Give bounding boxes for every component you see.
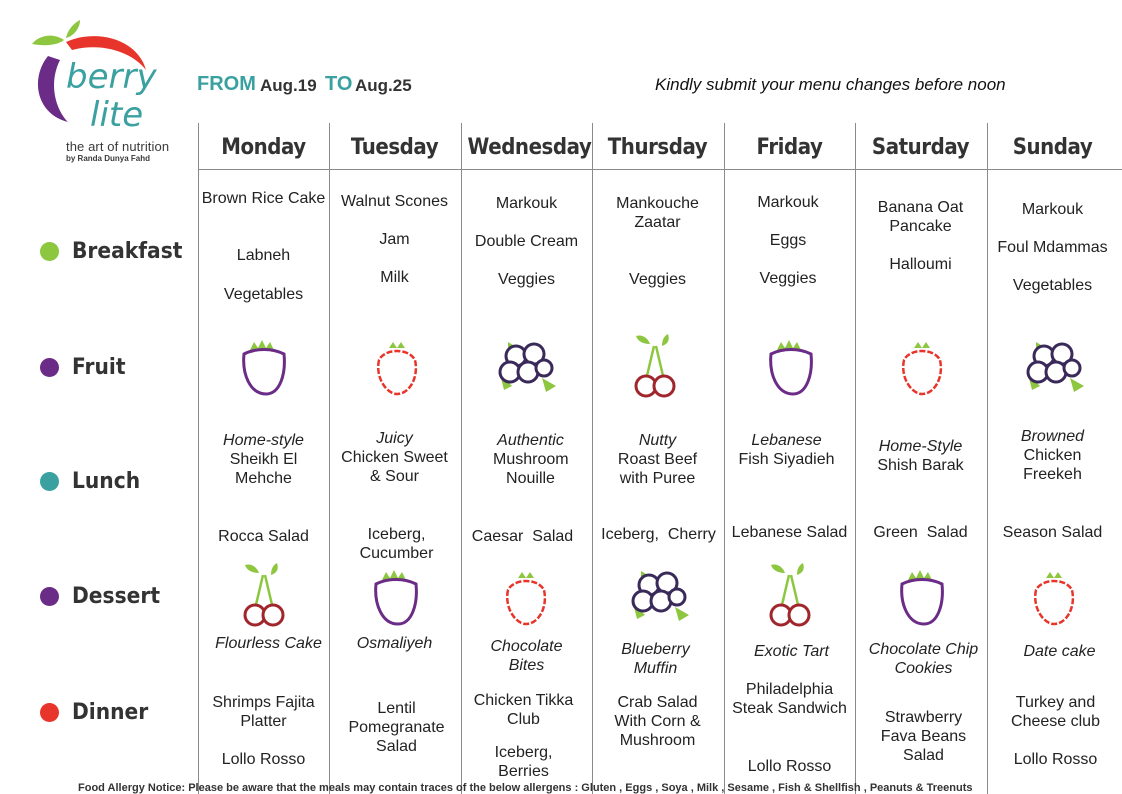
lunch-adjective: Juicy (376, 430, 413, 447)
breakfast-item: Foul Mdammas (997, 239, 1108, 256)
brand-byline: by Randa Dunya Fahd (66, 154, 151, 163)
raspberry-icon (373, 338, 421, 398)
dinner-item: Iceberg, Berries (494, 744, 553, 780)
lunch-dish: Roast Beef with Puree (617, 451, 698, 487)
lunch-dot-icon (40, 472, 59, 491)
breakfast-dot-icon (40, 242, 59, 261)
to-label: TO (325, 73, 353, 95)
raspberry-icon (502, 568, 550, 628)
day-header-monday: Monday (221, 135, 306, 160)
brand-tagline: the art of nutrition (66, 139, 170, 154)
cherry-icon (632, 332, 680, 400)
lunch-dish: Sheikh El Mehche (229, 451, 298, 487)
breakfast-item: Vegetables (223, 286, 304, 303)
breakfast-item: Markouk (757, 194, 819, 211)
lunch-salad: Iceberg, Cherry (601, 526, 716, 543)
lunch-dish: Fish Siyadieh (738, 451, 835, 468)
allergy-notice: Food Allergy Notice: Please be aware that the meals may contain traces of the below allergens : Gluten , Eggs , Soya , Milk , Sesame , Fish & Shellfish , Peanuts & Treenuts (78, 782, 973, 794)
lunch-salad: Iceberg, Cucumber (359, 526, 434, 562)
dinner-item: Turkey and Cheese club (1011, 694, 1100, 730)
lunch-salad: Rocca Salad (218, 528, 309, 545)
from-label: FROM (197, 73, 256, 95)
dessert-name: Date cake (1023, 643, 1096, 660)
breakfast-item: Vegetables (1012, 277, 1093, 294)
dinner-item: Shrimps Fajita Platter (212, 694, 315, 730)
breakfast-item: Mankouche Zaatar (616, 195, 699, 231)
purple-berry-icon (898, 568, 946, 628)
breakfast-item: Walnut Scones (340, 193, 448, 210)
row-label-dessert (40, 583, 168, 609)
purple-berry-icon (240, 338, 288, 398)
breakfast-item: Veggies (629, 271, 686, 288)
lunch-adjective: Home-style (223, 432, 304, 449)
breakfast-item: Veggies (759, 270, 817, 287)
row-label-text: Dessert (72, 583, 161, 609)
raspberry-icon (1030, 568, 1078, 628)
breakfast-item: Markouk (1021, 201, 1084, 218)
day-header-saturday: Saturday (871, 135, 970, 160)
berry-lite-logo (28, 18, 168, 138)
purple-berry-icon (767, 338, 815, 398)
lunch-adjective: Browned (1020, 428, 1085, 445)
breakfast-item: Eggs (769, 232, 807, 249)
lunch-dish: Chicken Sweet & Sour (341, 449, 448, 485)
dessert-name: Osmaliyeh (356, 635, 433, 652)
lunch-dish: Mushroom Nouille (493, 451, 569, 487)
blueberry-icon (494, 334, 560, 400)
cherry-icon (241, 561, 289, 629)
lunch-salad: Green Salad (873, 524, 968, 541)
row-label-text: Breakfast (72, 238, 183, 264)
dinner-item: Philadelphia Steak Sandwich (732, 681, 847, 717)
blueberry-icon (1022, 334, 1088, 400)
dessert-dot-icon (40, 587, 59, 606)
dinner-item: Lentil Pomegranate Salad (348, 700, 445, 755)
lunch-adjective: Home-Style (878, 438, 963, 455)
dessert-name: Chocolate Chip Cookies (868, 641, 979, 677)
fruit-dot-icon (40, 358, 59, 377)
lunch-salad: Caesar Salad (471, 528, 574, 545)
header-divider (198, 169, 1122, 170)
row-label-fruit (40, 354, 130, 380)
purple-berry-icon (372, 568, 420, 628)
breakfast-item: Banana Oat Pancake (877, 199, 964, 235)
breakfast-item: Markouk (495, 195, 558, 212)
dinner-item: Lollo Rosso (747, 758, 832, 775)
cherry-icon (767, 561, 815, 629)
lunch-adjective: Authentic (497, 432, 564, 449)
dinner-dot-icon (40, 703, 59, 722)
row-label-lunch (40, 468, 146, 494)
breakfast-item: Veggies (498, 271, 555, 288)
row-label-text: Lunch (72, 468, 141, 494)
dinner-item: Lollo Rosso (221, 751, 306, 768)
lunch-dish: Shish Barak (877, 457, 964, 474)
breakfast-item: Milk (380, 269, 409, 286)
dessert-name: Exotic Tart (754, 643, 829, 660)
lunch-adjective: Lebanese (751, 432, 822, 449)
dessert-name: Flourless Cake (215, 635, 322, 652)
row-label-text: Dinner (72, 699, 149, 725)
raspberry-icon (898, 338, 946, 398)
blueberry-icon (627, 563, 693, 629)
breakfast-item: Halloumi (889, 256, 952, 273)
dinner-item: Strawberry Fava Beans Salad (880, 709, 967, 764)
dessert-name: Blueberry Muffin (621, 641, 690, 677)
day-header-tuesday: Tuesday (350, 135, 439, 160)
menu-change-notice: Kindly submit your menu changes before noon (655, 75, 1006, 94)
lunch-salad: Lebanese Salad (731, 524, 848, 541)
from-date: Aug.19 (260, 76, 317, 95)
dinner-item: Chicken Tikka Club (473, 692, 574, 728)
dinner-item: Crab Salad With Corn & Mushroom (614, 694, 701, 749)
to-date: Aug.25 (355, 76, 412, 95)
row-label-text: Fruit (72, 354, 126, 380)
lunch-dish: Chicken Freekeh (1023, 447, 1082, 483)
breakfast-item: Labneh (236, 247, 291, 264)
day-header-friday: Friday (756, 135, 823, 160)
day-header-wednesday: Wednesday (467, 135, 592, 160)
brand-name-bottom: lite (90, 95, 144, 135)
day-header-sunday: Sunday (1012, 135, 1093, 160)
day-header-thursday: Thursday (607, 135, 708, 160)
row-label-breakfast (40, 238, 192, 264)
row-label-dinner (40, 699, 155, 725)
dinner-item: Lollo Rosso (1013, 751, 1098, 768)
dessert-name: Chocolate Bites (490, 638, 563, 674)
breakfast-item: Brown Rice Cake (201, 190, 326, 207)
brand-name-top: berry (66, 57, 157, 97)
breakfast-item: Double Cream (474, 233, 579, 250)
lunch-adjective: Nutty (638, 432, 677, 449)
lunch-salad: Season Salad (1002, 524, 1103, 541)
breakfast-item: Jam (379, 231, 410, 248)
